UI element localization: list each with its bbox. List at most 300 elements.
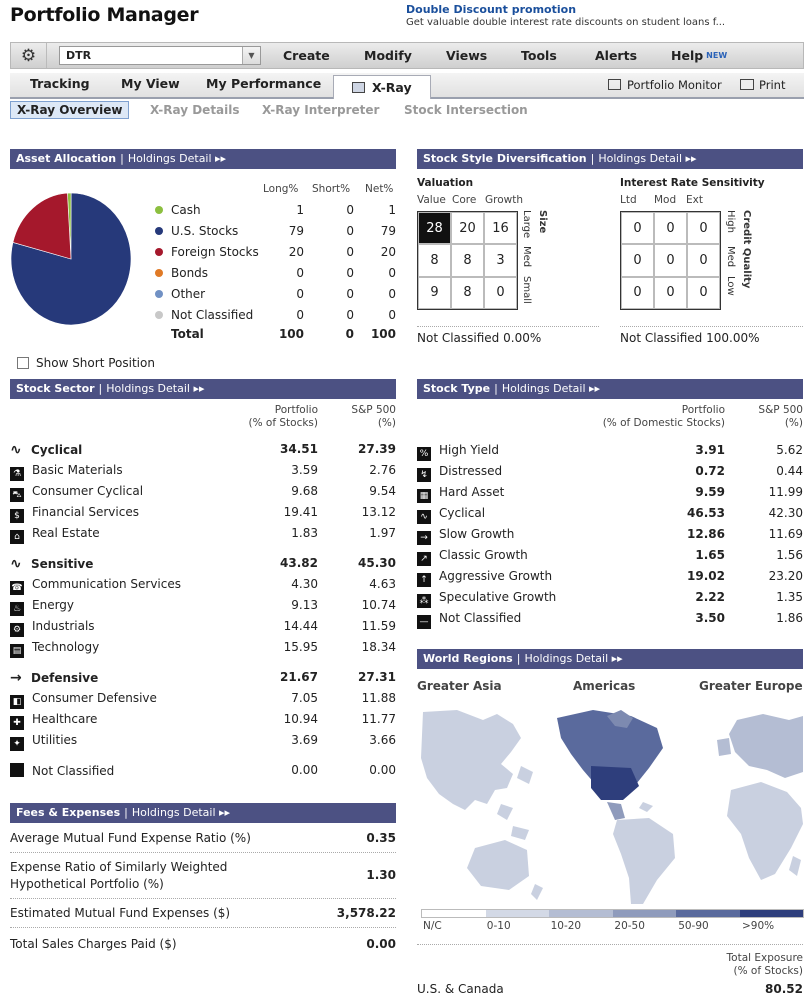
style-box-cell: 0 bbox=[654, 277, 687, 309]
portfolio-monitor-label: Portfolio Monitor bbox=[627, 78, 722, 92]
fee-label-sales-charges: Total Sales Charges Paid ($) bbox=[10, 937, 177, 951]
sector-portfolio: 14.44 bbox=[283, 619, 318, 633]
size-label: Size bbox=[537, 210, 548, 234]
sector-label: Consumer Cyclical bbox=[32, 484, 144, 498]
legend-swatch bbox=[486, 910, 550, 917]
sector-icon: ⚗ bbox=[10, 467, 24, 481]
subtab-xray-details[interactable]: X-Ray Details bbox=[150, 103, 240, 117]
portfolio-select[interactable] bbox=[59, 46, 261, 65]
allocation-short: 0 bbox=[346, 308, 354, 322]
val-col-growth: Growth bbox=[485, 194, 524, 206]
sector-label: Consumer Defensive bbox=[32, 691, 157, 705]
stock-type-row bbox=[417, 611, 521, 629]
stock-type-portfolio: 9.59 bbox=[695, 485, 725, 499]
sector-sp: 4.63 bbox=[369, 577, 396, 591]
fee-value-avg-ratio: 0.35 bbox=[366, 831, 396, 845]
stock-type-portfolio: 3.91 bbox=[695, 443, 725, 457]
type-col-portfolio: Portfolio bbox=[681, 404, 725, 416]
sector-col-portfolio: Portfolio bbox=[274, 404, 318, 416]
allocation-net: 79 bbox=[380, 224, 396, 238]
main-toolbar bbox=[10, 42, 804, 69]
stock-type-row bbox=[417, 443, 499, 461]
divider bbox=[10, 898, 396, 899]
allocation-long: 0 bbox=[296, 308, 304, 322]
sector-sp: 11.59 bbox=[361, 619, 396, 633]
stock-type-icon: ↗ bbox=[417, 552, 431, 566]
style-box-cell: 3 bbox=[484, 244, 517, 276]
show-short-position[interactable] bbox=[17, 356, 155, 370]
sector-sp: 11.88 bbox=[361, 691, 396, 705]
allocation-label: Other bbox=[171, 287, 206, 301]
allocation-row-label bbox=[155, 308, 253, 322]
type-col-sp-sub: (%) bbox=[784, 417, 803, 429]
stock-type-label: Cyclical bbox=[439, 506, 486, 520]
sector-row bbox=[10, 712, 97, 730]
stock-type-sp: 42.30 bbox=[768, 506, 803, 520]
stock-type-row bbox=[417, 527, 514, 545]
gear-icon[interactable]: ⚙ bbox=[11, 43, 47, 68]
fee-value-est-expenses: 3,578.22 bbox=[336, 906, 396, 920]
fee-label-est-expenses: Estimated Mutual Fund Expenses ($) bbox=[10, 906, 231, 920]
legend-dot-icon bbox=[155, 206, 163, 214]
size-large: Large bbox=[521, 210, 532, 239]
fee-label-avg-ratio: Average Mutual Fund Expense Ratio (%) bbox=[10, 831, 251, 845]
style-box-cell: 0 bbox=[654, 212, 687, 244]
stock-type-portfolio: 46.53 bbox=[687, 506, 725, 520]
page-title: Portfolio Manager bbox=[10, 4, 199, 26]
header-separator: | bbox=[590, 152, 595, 165]
monitor-icon bbox=[608, 79, 621, 90]
portfolio-monitor-link[interactable] bbox=[608, 78, 722, 92]
sector-row bbox=[10, 640, 99, 658]
asset-allocation-pie bbox=[10, 192, 132, 326]
stock-type-icon: ∿ bbox=[417, 510, 431, 524]
sector-row bbox=[10, 691, 157, 709]
stock-type-label: Speculative Growth bbox=[439, 590, 557, 604]
tab-my-performance[interactable]: My Performance bbox=[206, 76, 322, 91]
sector-icon: ☎ bbox=[11, 583, 23, 593]
type-col-sp: S&P 500 bbox=[758, 404, 803, 416]
sector-group-label: Sensitive bbox=[31, 557, 94, 571]
sector-row bbox=[10, 505, 139, 523]
stock-type-portfolio: 12.86 bbox=[687, 527, 725, 541]
sector-group-portfolio: 34.51 bbox=[280, 442, 318, 456]
style-box-cell: 0 bbox=[687, 277, 720, 309]
stock-type-icon: ▦ bbox=[417, 489, 431, 503]
allocation-long: 20 bbox=[288, 245, 304, 259]
subtab-xray-overview[interactable]: X-Ray Overview bbox=[10, 101, 129, 119]
header-separator: | bbox=[516, 652, 521, 665]
header-separator: | bbox=[494, 382, 498, 395]
sector-sp: 13.12 bbox=[361, 505, 396, 519]
sector-not-classified bbox=[10, 763, 114, 778]
print-label: Print bbox=[759, 78, 786, 92]
sector-portfolio: 4.30 bbox=[291, 577, 318, 591]
sector-row bbox=[10, 577, 181, 595]
stock-type-holdings-link[interactable]: Holdings Detail ▸▸ bbox=[501, 382, 601, 395]
style-box-cell: 0 bbox=[654, 244, 687, 276]
total-short: 0 bbox=[345, 327, 354, 341]
cq-high: High bbox=[725, 210, 736, 233]
allocation-short: 0 bbox=[346, 245, 354, 259]
sector-group-sp: 45.30 bbox=[358, 556, 396, 570]
sector-label: Utilities bbox=[32, 733, 78, 747]
legend-label: N/C bbox=[423, 920, 442, 932]
stock-type-row bbox=[417, 590, 556, 608]
type-col-portfolio-sub: (% of Domestic Stocks) bbox=[602, 417, 725, 429]
tab-my-view[interactable]: My View bbox=[121, 76, 180, 91]
allocation-label: Cash bbox=[171, 203, 201, 217]
stock-type-icon: → bbox=[417, 531, 431, 545]
region-americas: Americas bbox=[573, 679, 636, 693]
style-box-cell: 8 bbox=[451, 277, 484, 309]
asset-allocation-header bbox=[10, 149, 396, 169]
legend-swatch bbox=[422, 910, 486, 917]
tab-xray[interactable] bbox=[333, 75, 431, 99]
stock-type-sp: 1.56 bbox=[776, 548, 803, 562]
sector-portfolio: 3.59 bbox=[291, 463, 318, 477]
style-box-cell: 0 bbox=[621, 244, 654, 276]
col-short: Short% bbox=[312, 183, 351, 195]
sector-group-label: Defensive bbox=[31, 671, 99, 685]
sector-col-portfolio-sub: (% of Stocks) bbox=[248, 417, 318, 429]
sector-group-defensive bbox=[10, 670, 98, 686]
stock-type-icon: ↯ bbox=[417, 468, 431, 482]
allocation-long: 0 bbox=[296, 266, 304, 280]
asset-allocation-holdings-link[interactable]: Holdings Detail ▸▸ bbox=[127, 152, 227, 165]
divider bbox=[417, 944, 803, 945]
show-short-checkbox[interactable] bbox=[17, 357, 29, 369]
stock-type-portfolio: 19.02 bbox=[687, 569, 725, 583]
region-greater-europe: Greater Europe bbox=[699, 679, 803, 693]
sector-icon: $ bbox=[10, 509, 24, 523]
promo-banner[interactable] bbox=[406, 3, 806, 28]
style-box-cell: 0 bbox=[621, 212, 654, 244]
fee-value-similar-ratio: 1.30 bbox=[366, 868, 396, 882]
legend-dot-icon bbox=[155, 248, 163, 256]
exposure-legend bbox=[421, 909, 804, 918]
size-med: Med bbox=[521, 246, 532, 268]
stock-sector-header bbox=[10, 379, 396, 399]
legend-swatch bbox=[740, 910, 804, 917]
sector-col-sp-sub: (%) bbox=[377, 417, 396, 429]
legend-label: 50-90 bbox=[678, 920, 709, 932]
stock-type-row bbox=[417, 569, 552, 587]
sector-row bbox=[10, 484, 143, 502]
stock-type-sp: 1.35 bbox=[776, 590, 803, 604]
divider bbox=[417, 326, 599, 327]
new-badge: NEW bbox=[706, 51, 728, 60]
stock-type-label: Distressed bbox=[439, 464, 503, 478]
style-box-cell: 16 bbox=[484, 212, 517, 244]
allocation-long: 79 bbox=[288, 224, 304, 238]
legend-label: >90% bbox=[742, 920, 775, 932]
menu-tools[interactable]: Tools bbox=[521, 48, 557, 63]
allocation-net: 20 bbox=[380, 245, 396, 259]
sector-nc-sp: 0.00 bbox=[369, 763, 396, 777]
menu-help[interactable] bbox=[671, 43, 727, 70]
sector-row bbox=[10, 598, 74, 616]
sector-sp: 11.77 bbox=[361, 712, 396, 726]
style-box-cell: 8 bbox=[451, 244, 484, 276]
stock-type-sp: 0.44 bbox=[776, 464, 803, 478]
style-box-cell: 0 bbox=[687, 212, 720, 244]
sector-label: Technology bbox=[32, 640, 100, 654]
total-net: 100 bbox=[370, 327, 396, 341]
sector-icon: ✦ bbox=[10, 737, 24, 751]
stock-type-portfolio: 0.72 bbox=[695, 464, 725, 478]
legend-label: 20-50 bbox=[614, 920, 645, 932]
allocation-net: 0 bbox=[388, 308, 396, 322]
world-regions-title: World Regions bbox=[423, 652, 513, 665]
sector-row bbox=[10, 733, 77, 751]
stock-type-icon: % bbox=[417, 447, 431, 461]
stock-type-row bbox=[417, 464, 502, 482]
col-long: Long% bbox=[263, 183, 299, 195]
stock-type-portfolio: 1.65 bbox=[695, 548, 725, 562]
allocation-short: 0 bbox=[346, 203, 354, 217]
sector-group-sp: 27.39 bbox=[358, 442, 396, 456]
world-regions-header bbox=[417, 649, 803, 669]
style-box-cell: 0 bbox=[484, 277, 517, 309]
stock-sector-title: Stock Sector bbox=[16, 382, 95, 395]
print-link[interactable] bbox=[740, 78, 785, 92]
subtab-stock-intersection[interactable]: Stock Intersection bbox=[404, 103, 528, 117]
portfolio-select-value: DTR bbox=[66, 49, 92, 62]
equity-not-classified: Not Classified 0.00% bbox=[417, 331, 542, 345]
stock-type-label: Not Classified bbox=[439, 611, 522, 625]
stock-type-label: Slow Growth bbox=[439, 527, 515, 541]
stock-type-icon: — bbox=[417, 615, 431, 629]
stock-style-title: Stock Style Diversification bbox=[423, 152, 587, 165]
sector-icon: ⚙ bbox=[10, 623, 24, 637]
sector-sp: 2.76 bbox=[369, 463, 396, 477]
sector-label: Industrials bbox=[32, 619, 95, 633]
printer-icon bbox=[740, 79, 754, 90]
irs-col-ext: Ext bbox=[686, 194, 703, 206]
col-net: Net% bbox=[365, 183, 394, 195]
sector-group-portfolio: 43.82 bbox=[280, 556, 318, 570]
valuation-label: Valuation bbox=[417, 177, 474, 189]
legend-label: 10-20 bbox=[550, 920, 582, 932]
stock-type-label: Hard Asset bbox=[439, 485, 505, 499]
subtab-xray-interpreter[interactable]: X-Ray Interpreter bbox=[262, 103, 380, 117]
style-box-cell: 9 bbox=[418, 277, 451, 309]
menu-views[interactable]: Views bbox=[446, 48, 488, 63]
sector-portfolio: 10.94 bbox=[283, 712, 318, 726]
allocation-label: Bonds bbox=[171, 266, 209, 280]
world-map bbox=[417, 708, 803, 908]
sector-group-sp: 27.31 bbox=[358, 670, 396, 684]
stock-type-sp: 23.20 bbox=[768, 569, 803, 583]
sector-portfolio: 9.68 bbox=[291, 484, 318, 498]
us-canada-value: 80.52 bbox=[765, 982, 803, 996]
sector-sp: 9.54 bbox=[369, 484, 396, 498]
legend-dot-icon bbox=[155, 290, 163, 298]
sector-nc-portfolio: 0.00 bbox=[291, 763, 318, 777]
divider bbox=[10, 927, 396, 928]
allocation-short: 0 bbox=[346, 266, 354, 280]
sector-row bbox=[10, 619, 95, 637]
allocation-net: 0 bbox=[388, 287, 396, 301]
style-box-cell: 28 bbox=[418, 212, 451, 244]
val-col-value: Value bbox=[417, 194, 446, 206]
header-separator: | bbox=[98, 382, 103, 395]
header-separator: | bbox=[120, 152, 124, 165]
stock-type-sp: 11.69 bbox=[768, 527, 803, 541]
sector-label: Real Estate bbox=[32, 526, 100, 540]
tab-tracking[interactable]: Tracking bbox=[30, 76, 90, 91]
allocation-label: U.S. Stocks bbox=[171, 224, 239, 238]
stock-type-row bbox=[417, 485, 504, 503]
sector-not-classified-label: Not Classified bbox=[32, 764, 115, 778]
style-box-cell: 8 bbox=[418, 244, 451, 276]
stock-type-sp: 11.99 bbox=[768, 485, 803, 499]
menu-alerts[interactable]: Alerts bbox=[595, 48, 638, 63]
irs-label: Interest Rate Sensitivity bbox=[620, 177, 765, 189]
style-box-cell: 0 bbox=[687, 244, 720, 276]
sector-group-sensitive bbox=[10, 556, 93, 572]
legend-label: 0-10 bbox=[486, 920, 511, 932]
sector-portfolio: 3.69 bbox=[291, 733, 318, 747]
map-americas bbox=[557, 710, 675, 904]
style-box-cell: 0 bbox=[621, 277, 654, 309]
sector-sp: 18.34 bbox=[361, 640, 396, 654]
stock-type-sp: 5.62 bbox=[776, 443, 803, 457]
stock-type-sp: 1.86 bbox=[776, 611, 803, 625]
stock-type-label: High Yield bbox=[439, 443, 499, 457]
sector-icon: ⌂ bbox=[10, 530, 24, 544]
sector-icon: ✚ bbox=[10, 716, 24, 730]
sector-group-portfolio: 21.67 bbox=[280, 670, 318, 684]
style-box-cell: 20 bbox=[451, 212, 484, 244]
stock-type-header bbox=[417, 379, 803, 399]
menu-create[interactable]: Create bbox=[283, 48, 330, 63]
asset-allocation-title: Asset Allocation bbox=[16, 152, 117, 165]
allocation-row-label bbox=[155, 224, 238, 238]
sector-label: Communication Services bbox=[32, 577, 181, 591]
size-small: Small bbox=[521, 276, 532, 304]
irs-col-mod: Mod bbox=[654, 194, 677, 206]
sector-label: Healthcare bbox=[32, 712, 98, 726]
stock-sector-holdings-link[interactable]: Holdings Detail ▸▸ bbox=[106, 382, 205, 395]
allocation-long: 1 bbox=[296, 203, 304, 217]
cq-low: Low bbox=[725, 276, 736, 296]
stock-style-holdings-link[interactable]: Holdings Detail ▸▸ bbox=[598, 152, 697, 165]
sector-sp: 1.97 bbox=[369, 526, 396, 540]
stock-style-header bbox=[417, 149, 803, 169]
stock-type-label: Classic Growth bbox=[439, 548, 528, 562]
tab-xray-label: X-Ray bbox=[372, 80, 412, 95]
stock-type-portfolio: 3.50 bbox=[695, 611, 725, 625]
stock-type-icon: ↑ bbox=[417, 573, 431, 587]
stock-type-portfolio: 2.22 bbox=[695, 590, 725, 604]
sector-label: Financial Services bbox=[32, 505, 139, 519]
cyclical-icon: ∿ bbox=[10, 442, 22, 458]
sector-col-sp: S&P 500 bbox=[351, 404, 396, 416]
fees-holdings-link[interactable]: Holdings Detail ▸▸ bbox=[131, 806, 231, 819]
sector-portfolio: 19.41 bbox=[283, 505, 318, 519]
sector-row bbox=[10, 526, 100, 544]
fixed-income-style-box bbox=[620, 211, 721, 310]
allocation-short: 0 bbox=[346, 287, 354, 301]
sector-icon: ⛍ bbox=[10, 488, 24, 502]
stock-type-label: Aggressive Growth bbox=[439, 569, 553, 583]
us-canada-label: U.S. & Canada bbox=[417, 982, 504, 996]
total-label: Total bbox=[171, 327, 204, 341]
fee-label-similar-ratio-2: Hypothetical Portfolio (%) bbox=[10, 877, 164, 891]
stock-type-title: Stock Type bbox=[423, 382, 491, 395]
stock-type-row bbox=[417, 548, 528, 566]
world-regions-holdings-link[interactable]: Holdings Detail ▸▸ bbox=[524, 652, 623, 665]
total-long: 100 bbox=[278, 327, 304, 341]
exposure-sub: (% of Stocks) bbox=[733, 965, 803, 977]
tab-bar bbox=[10, 73, 804, 99]
allocation-short: 0 bbox=[346, 224, 354, 238]
menu-modify[interactable]: Modify bbox=[364, 48, 412, 63]
legend-dot-icon bbox=[155, 269, 163, 277]
allocation-net: 0 bbox=[388, 266, 396, 280]
val-col-core: Core bbox=[452, 194, 477, 206]
region-greater-asia: Greater Asia bbox=[417, 679, 502, 693]
allocation-long: 0 bbox=[296, 287, 304, 301]
cq-med: Med bbox=[725, 246, 736, 268]
divider bbox=[10, 852, 396, 853]
stock-type-row bbox=[417, 506, 485, 524]
sector-label: Basic Materials bbox=[32, 463, 123, 477]
credit-quality-label: Credit Quality bbox=[741, 210, 752, 289]
promo-text: Get valuable double interest rate discounts on student loans f... bbox=[406, 17, 726, 28]
not-classified-icon bbox=[10, 763, 24, 777]
fee-label-similar-ratio: Expense Ratio of Similarly Weighted bbox=[10, 860, 228, 874]
chevron-down-icon[interactable]: ▼ bbox=[242, 47, 260, 64]
sector-icon: ♨ bbox=[10, 602, 24, 616]
allocation-row-label bbox=[155, 203, 201, 217]
menu-help-label: Help bbox=[671, 48, 704, 63]
promo-title[interactable]: Double Discount promotion bbox=[406, 3, 577, 16]
legend-swatch bbox=[549, 910, 613, 917]
legend-swatch bbox=[676, 910, 740, 917]
allocation-row-label bbox=[155, 287, 205, 301]
divider bbox=[620, 326, 803, 327]
sensitive-icon: ∿ bbox=[10, 556, 22, 572]
sector-row bbox=[10, 463, 123, 481]
map-asia bbox=[421, 710, 543, 900]
sector-sp: 3.66 bbox=[369, 733, 396, 747]
sector-sp: 10.74 bbox=[361, 598, 396, 612]
sector-portfolio: 7.05 bbox=[291, 691, 318, 705]
sector-portfolio: 9.13 bbox=[291, 598, 318, 612]
sector-portfolio: 1.83 bbox=[291, 526, 318, 540]
header-separator: | bbox=[124, 806, 128, 819]
fees-title: Fees & Expenses bbox=[16, 806, 121, 819]
sector-icon: ◧ bbox=[10, 695, 24, 709]
sector-group-label: Cyclical bbox=[31, 443, 83, 457]
sector-group-cyclical bbox=[10, 442, 82, 458]
legend-swatch bbox=[613, 910, 677, 917]
show-short-label: Show Short Position bbox=[36, 356, 155, 370]
irs-col-ltd: Ltd bbox=[620, 194, 637, 206]
allocation-row-label bbox=[155, 266, 208, 280]
sector-portfolio: 15.95 bbox=[283, 640, 318, 654]
legend-dot-icon bbox=[155, 311, 163, 319]
defensive-icon: → bbox=[10, 670, 22, 686]
equity-style-box bbox=[417, 211, 518, 310]
exposure-head: Total Exposure bbox=[726, 952, 803, 964]
allocation-label: Foreign Stocks bbox=[171, 245, 259, 259]
bond-not-classified: Not Classified 100.00% bbox=[620, 331, 760, 345]
fee-value-sales-charges: 0.00 bbox=[366, 937, 396, 951]
